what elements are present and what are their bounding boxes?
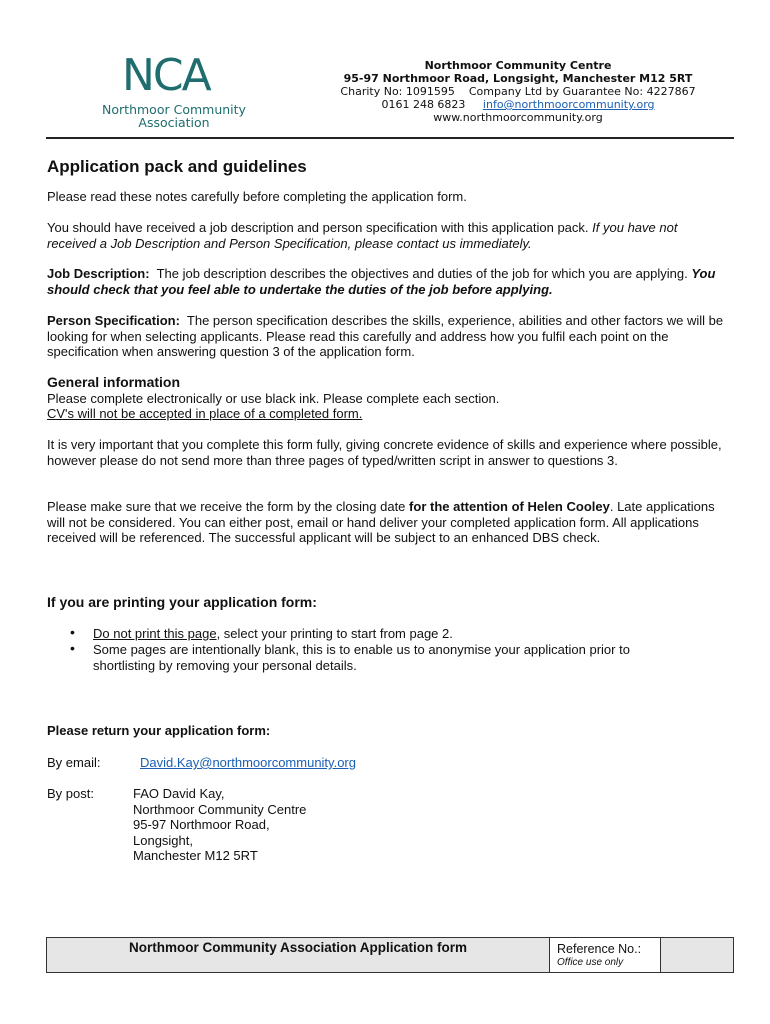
closing-attention: for the attention of Helen Cooley xyxy=(409,499,610,514)
return-email-link[interactable]: David.Kay@northmoorcommunity.org xyxy=(140,755,356,770)
bullet-dot: • xyxy=(70,640,75,656)
job-description-text: The job description describes the objectives and duties of the job for which you are applying. xyxy=(156,266,688,281)
org-name: Northmoor Community Centre xyxy=(424,59,612,72)
office-use-note: Office use only xyxy=(557,957,624,968)
person-spec-paragraph xyxy=(47,313,727,360)
address-line: Northmoor Community Centre xyxy=(133,801,307,817)
closing-date-paragraph xyxy=(47,499,727,546)
person-spec-label: Person Specification: xyxy=(47,313,180,328)
general-info-line2 xyxy=(47,406,727,422)
bullet-item-2: Some pages are intentionally blank, this is to enable us to anonymise your application prior to shortlisting by removing your personal details. xyxy=(93,642,630,673)
by-post-label: By post: xyxy=(47,786,94,801)
org-contact xyxy=(318,98,718,111)
general-info-line1: Please complete electronically or use black ink. Please complete each section. xyxy=(47,391,500,406)
company-number: Company Ltd by Guarantee No: 4227867 xyxy=(468,85,696,98)
org-address: 95-97 Northmoor Road, Longsight, Manchester M12 5RT xyxy=(343,72,693,85)
reference-label: Reference No.: xyxy=(557,942,642,956)
closing-text: Please make sure that we receive the form by the closing date xyxy=(47,499,406,514)
page-title: Application pack and guidelines xyxy=(47,157,307,176)
person-spec-text: The person specification describes the skills, experience, abilities and other factors we will be looking for when selecting applicants. Please read this carefully and address how you fulfil each point on the specification when answering question 3 of the application form. xyxy=(47,313,724,359)
job-description-paragraph xyxy=(47,266,727,297)
printing-heading: If you are printing your application form: xyxy=(47,594,317,610)
general-info-heading: General information xyxy=(47,374,181,390)
svg-text:NCA: NCA xyxy=(122,52,210,96)
form-footer-table xyxy=(46,937,734,973)
bullet-item-1 xyxy=(93,626,723,642)
address-line: Manchester M12 5RT xyxy=(133,848,258,863)
important-paragraph: It is very important that you complete this form fully, giving concrete evidence of skills and experience where possible, however please do not send more than three pages of typed/written script in answer to questions 3. xyxy=(47,437,722,468)
reference-cell xyxy=(550,938,661,972)
closing-rest: . Late applications will not be considered. You can either post, email or hand deliver your completed application form. All applications received will be referenced. The successful applicant will be subject to an enhanced DBS check. xyxy=(47,499,715,545)
intro-paragraph: Please read these notes carefully before completing the application form. xyxy=(47,189,467,204)
do-not-print-text: Do not print this page xyxy=(93,626,217,641)
address-line: FAO David Kay, xyxy=(133,786,225,801)
job-description-label: Job Description: xyxy=(47,266,150,281)
received-text: You should have received a job description and person specification with this application pack. xyxy=(47,220,589,235)
address-line: Longsight, xyxy=(133,832,193,848)
org-registration xyxy=(318,85,718,98)
address-line: 95-97 Northmoor Road, xyxy=(133,817,270,832)
reference-number-field[interactable] xyxy=(661,938,733,972)
cv-notice: CV's will not be accepted in place of a completed form. xyxy=(47,406,363,421)
nca-logo-mark xyxy=(122,52,226,96)
form-title: Northmoor Community Association Application form xyxy=(47,938,550,972)
phone-number: 0161 248 6823 xyxy=(381,98,466,111)
charity-number: Charity No: 1091595 xyxy=(340,85,455,98)
header-divider xyxy=(46,137,734,139)
logo-text-line1: Northmoor Community xyxy=(102,102,246,117)
by-email-label: By email: xyxy=(47,755,101,770)
org-website: www.northmoorcommunity.org xyxy=(433,111,603,124)
bullet-dot: • xyxy=(70,624,75,640)
return-heading: Please return your application form: xyxy=(47,723,271,738)
received-paragraph xyxy=(47,220,727,251)
org-email-link[interactable]: info@northmoorcommunity.org xyxy=(482,98,655,111)
received-warning: If you have not received a Job Description and Person Specification, please contact us immediately. xyxy=(47,220,678,251)
postal-address xyxy=(133,786,306,864)
job-description-emphasis: You should check that you feel able to undertake the duties of the job before applying. xyxy=(47,266,716,297)
bullet1-rest: , select your printing to start from page 2. xyxy=(216,626,453,641)
logo-text-line2: Association xyxy=(138,115,210,130)
